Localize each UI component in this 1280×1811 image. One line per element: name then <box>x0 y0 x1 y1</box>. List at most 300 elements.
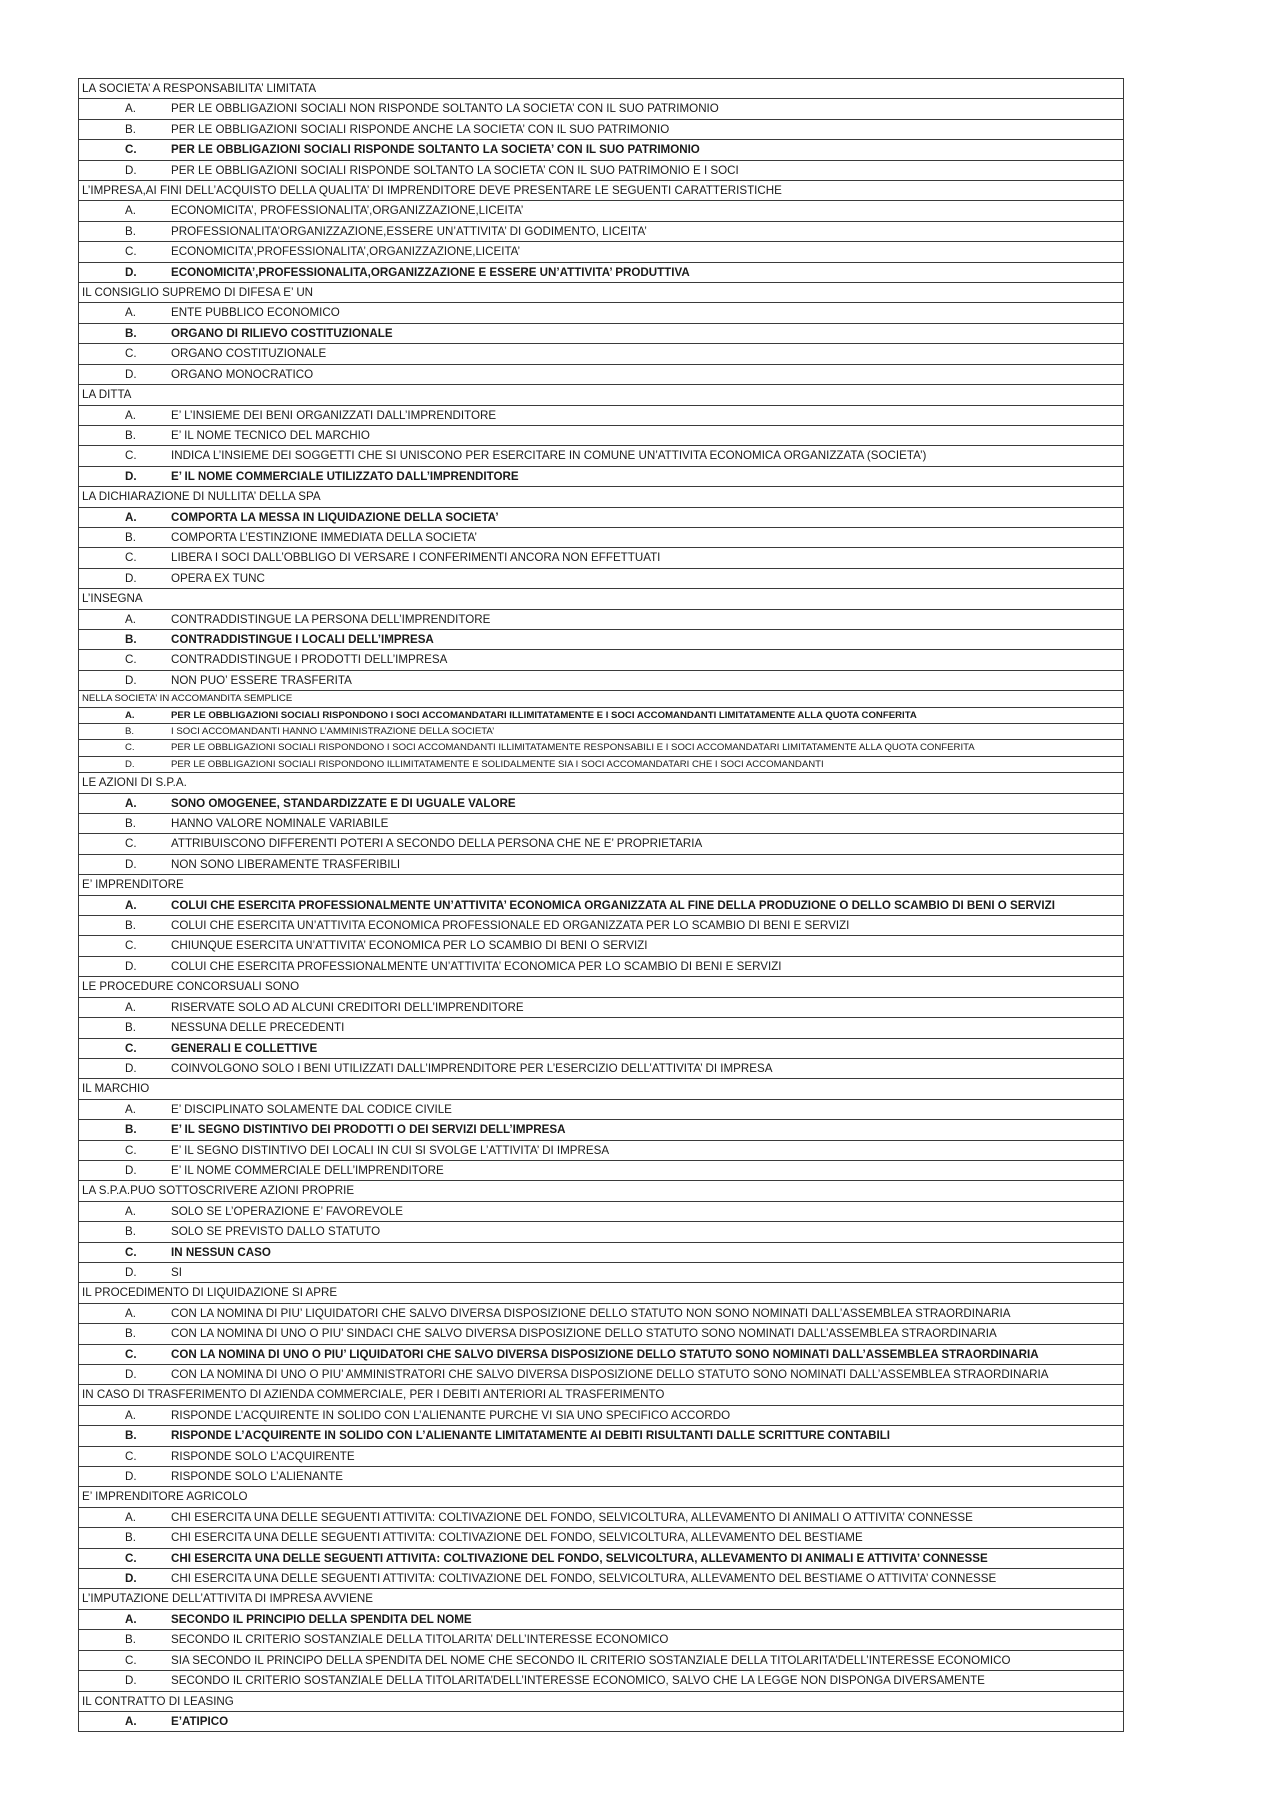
answer-option <box>79 610 1123 629</box>
answer-option <box>79 446 1123 465</box>
answer-option-cell <box>79 242 1124 262</box>
answer-option-cell <box>79 1099 1124 1119</box>
option-letter: D. <box>125 959 137 973</box>
option-letter: A. <box>125 1408 136 1422</box>
answer-option-row <box>79 140 1124 160</box>
answer-option-row <box>79 1365 1124 1385</box>
option-letter: D. <box>125 1265 137 1279</box>
answer-option-row <box>79 99 1124 119</box>
answer-option-row <box>79 527 1124 547</box>
question-cell <box>79 589 1124 609</box>
option-text: SECONDO IL CRITERIO SOSTANZIALE DELLA TITOLARITA’DELL’INTERESSE ECONOMICO, SALVO CHE LA LEGGE NON DISPONGA DIVERSAMENTE <box>171 1674 985 1688</box>
option-letter: C. <box>125 1653 137 1667</box>
answer-option-row <box>79 119 1124 139</box>
answer-option-cell <box>79 1569 1124 1589</box>
question-text: L’INSEGNA <box>82 592 143 606</box>
option-text: NON PUO’ ESSERE TRASFERITA <box>171 673 352 687</box>
answer-option-row <box>79 1344 1124 1364</box>
option-letter: B. <box>125 1531 136 1545</box>
answer-option <box>79 724 1123 739</box>
answer-option-row <box>79 629 1124 649</box>
option-text: OPERA EX TUNC <box>171 571 265 585</box>
option-letter: A. <box>125 612 136 626</box>
option-text: COLUI CHE ESERCITA PROFESSIONALMENTE UN’ATTIVITA’ ECONOMICA PER LO SCAMBIO DI BENI E SERVIZI <box>171 959 782 973</box>
answer-option <box>79 1324 1123 1343</box>
option-letter: B. <box>125 224 136 238</box>
answer-option-row <box>79 1507 1124 1527</box>
answer-option-cell <box>79 1548 1124 1568</box>
option-letter: A. <box>125 796 137 810</box>
answer-option-cell <box>79 895 1124 915</box>
option-letter: C. <box>125 837 137 851</box>
answer-option-row <box>79 1630 1124 1650</box>
answer-option-row <box>79 1222 1124 1242</box>
answer-option-cell <box>79 466 1124 486</box>
answer-option-row <box>79 466 1124 486</box>
option-text: E’ATIPICO <box>171 1714 229 1728</box>
answer-option-cell <box>79 1507 1124 1527</box>
question-cell <box>79 79 1124 99</box>
answer-option-cell <box>79 527 1124 547</box>
answer-option-row <box>79 344 1124 364</box>
answer-option-row <box>79 1303 1124 1323</box>
answer-option <box>79 650 1123 669</box>
answer-option-row <box>79 323 1124 343</box>
answer-option-correct <box>79 467 1123 486</box>
option-text: COMPORTA L’ESTINZIONE IMMEDIATA DELLA SOCIETA’ <box>171 530 478 544</box>
answer-option <box>79 1141 1123 1160</box>
answer-option-cell <box>79 344 1124 364</box>
answer-option-row <box>79 756 1124 772</box>
option-text: CHIUNQUE ESERCITA UN’ATTIVITA’ ECONOMICA PER LO SCAMBIO DI BENI O SERVIZI <box>171 939 648 953</box>
option-letter: B. <box>125 122 136 136</box>
question-text: LA DICHIARAZIONE DI NULLITA’ DELLA SPA <box>82 490 321 504</box>
question-row <box>79 977 1124 997</box>
question-row <box>79 1079 1124 1099</box>
option-text: INDICA L’INSIEME DEI SOGGETTI CHE SI UNISCONO PER ESERCITARE IN COMUNE UN’ATTIVITA ECONOMICA ORGANIZZATA (SOCIETA’) <box>171 449 927 463</box>
answer-option-cell <box>79 364 1124 384</box>
answer-option <box>79 569 1123 588</box>
answer-option-cell <box>79 997 1124 1017</box>
answer-option-cell <box>79 1528 1124 1548</box>
answer-option-row <box>79 425 1124 445</box>
answer-option-cell <box>79 650 1124 670</box>
option-text: HANNO VALORE NOMINALE VARIABILE <box>171 817 389 831</box>
question-text: LA DITTA <box>82 388 132 402</box>
answer-option-row <box>79 548 1124 568</box>
answer-option <box>79 1222 1123 1241</box>
question-text: IN CASO DI TRASFERIMENTO DI AZIENDA COMMERCIALE, PER I DEBITI ANTERIORI AL TRASFERIMENTO <box>82 1388 665 1402</box>
answer-option-row <box>79 1426 1124 1446</box>
answer-option <box>79 528 1123 547</box>
answer-option <box>79 1304 1123 1323</box>
option-letter: A. <box>125 306 136 320</box>
answer-option-row <box>79 650 1124 670</box>
option-text: PER LE OBBLIGAZIONI SOCIALI RISPONDONO I SOCI ACCOMANDATARI ILLIMITATAMENTE E I SOCI ACCOMANDANTI LIMITATAMENTE ALLA QUOTA CONFERITA <box>171 709 917 721</box>
option-text: COMPORTA LA MESSA IN LIQUIDAZIONE DELLA SOCIETA’ <box>171 510 499 524</box>
answer-option-correct <box>79 896 1123 915</box>
option-letter: A. <box>125 204 136 218</box>
answer-option-correct <box>79 708 1123 723</box>
answer-option-cell <box>79 140 1124 160</box>
question-row <box>79 1181 1124 1201</box>
answer-option <box>79 344 1123 363</box>
answer-option <box>79 222 1123 241</box>
answer-option-correct <box>79 1549 1123 1568</box>
option-letter: B. <box>125 1021 136 1035</box>
question-row <box>79 773 1124 793</box>
option-letter: B. <box>125 1123 137 1137</box>
option-text: ECONOMICITA’,PROFESSIONALITA,ORGANIZZAZIONE E ESSERE UN’ATTIVITA’ PRODUTTIVA <box>171 265 690 279</box>
answer-option <box>79 99 1123 118</box>
option-text: IN NESSUN CASO <box>171 1245 271 1259</box>
option-letter: A. <box>125 1204 136 1218</box>
answer-option-cell <box>79 1120 1124 1140</box>
answer-option <box>79 998 1123 1017</box>
question-cell <box>79 691 1124 707</box>
answer-option <box>79 406 1123 425</box>
option-text: LIBERA I SOCI DALL’OBBLIGO DI VERSARE I CONFERIMENTI ANCORA NON EFFETTUATI <box>171 551 661 565</box>
option-text: ORGANO DI RILIEVO COSTITUZIONALE <box>171 326 393 340</box>
option-letter: C. <box>125 143 137 157</box>
answer-option-cell <box>79 1038 1124 1058</box>
answer-option-cell <box>79 548 1124 568</box>
answer-option-cell <box>79 756 1124 772</box>
option-letter: C. <box>125 1245 137 1259</box>
option-letter: B. <box>125 919 136 933</box>
question-text: L’IMPUTAZIONE DELL’ATTIVITA DI IMPRESA AVVIENE <box>82 1592 373 1606</box>
question-row <box>79 79 1124 99</box>
answer-option-cell <box>79 834 1124 854</box>
answer-option-cell <box>79 1405 1124 1425</box>
question-cell <box>79 977 1124 997</box>
answer-option-cell <box>79 740 1124 756</box>
option-text: SIA SECONDO IL PRINCIPO DELLA SPENDITA DEL NOME CHE SECONDO IL CRITERIO SOSTANZIALE DELLA TITOLARITA’DELL’INTERESSE ECONOMICO <box>171 1653 1011 1667</box>
option-text: COLUI CHE ESERCITA UN’ATTIVITA ECONOMICA PROFESSIONALE ED ORGANIZZATA PER LO SCAMBIO DI BENI E SERVIZI <box>171 919 850 933</box>
answer-option-correct <box>79 324 1123 343</box>
answer-option <box>79 1508 1123 1527</box>
answer-option-row <box>79 1569 1124 1589</box>
answer-option <box>79 161 1123 180</box>
option-text: E’ IL NOME COMMERCIALE UTILIZZATO DALL’IMPRENDITORE <box>171 469 519 483</box>
answer-option <box>79 1630 1123 1649</box>
answer-option-cell <box>79 160 1124 180</box>
answer-option <box>79 740 1123 755</box>
answer-option-correct <box>79 140 1123 159</box>
answer-option-row <box>79 1467 1124 1487</box>
answer-option <box>79 426 1123 445</box>
answer-option-row <box>79 1160 1124 1180</box>
option-text: CONTRADDISTINGUE I PRODOTTI DELL’IMPRESA <box>171 653 448 667</box>
answer-option-row <box>79 303 1124 323</box>
option-text: CON LA NOMINA DI UNO O PIU’ SINDACI CHE SALVO DIVERSA DISPOSIZIONE DELLO STATUTO SONO NOMINATI DALL’ASSEMBLEA STRAORDINARIA <box>171 1327 997 1341</box>
answer-option-correct <box>79 1039 1123 1058</box>
option-text: E’ DISCIPLINATO SOLAMENTE DAL CODICE CIVILE <box>171 1102 452 1116</box>
answer-option-cell <box>79 1222 1124 1242</box>
option-text: PER LE OBBLIGAZIONI SOCIALI RISPONDONO ILLIMITATAMENTE E SOLIDALMENTE SIA I SOCI ACCOMANDATARI CHE I SOCI ACCOMANDANTI <box>171 758 824 770</box>
answer-option <box>79 242 1123 261</box>
answer-option <box>79 1569 1123 1588</box>
answer-option-correct <box>79 1610 1123 1629</box>
option-letter: D. <box>125 1572 137 1586</box>
option-text: SOLO SE L’OPERAZIONE E’ FAVOREVOLE <box>171 1204 403 1218</box>
question-row <box>79 1283 1124 1303</box>
option-letter: A. <box>125 1102 136 1116</box>
option-letter: A. <box>125 709 135 721</box>
answer-option-row <box>79 1038 1124 1058</box>
option-letter: B. <box>125 1633 136 1647</box>
option-text: PER LE OBBLIGAZIONI SOCIALI NON RISPONDE SOLTANTO LA SOCIETA’ CON IL SUO PATRIMONIO <box>171 102 719 116</box>
answer-option-row <box>79 1528 1124 1548</box>
option-letter: A. <box>125 1510 136 1524</box>
option-letter: A. <box>125 102 136 116</box>
option-text: GENERALI E COLLETTIVE <box>171 1041 318 1055</box>
option-text: RISPONDE SOLO L’ACQUIRENTE <box>171 1449 355 1463</box>
option-letter: B. <box>125 428 136 442</box>
answer-option-cell <box>79 670 1124 690</box>
answer-option-cell <box>79 446 1124 466</box>
answer-option <box>79 834 1123 853</box>
answer-option-cell <box>79 1242 1124 1262</box>
answer-option-correct <box>79 1712 1123 1731</box>
question-row <box>79 283 1124 303</box>
question-text: LE AZIONI DI S.P.A. <box>82 776 187 790</box>
option-text: SECONDO IL CRITERIO SOSTANZIALE DELLA TITOLARITA’ DELL’INTERESSE ECONOMICO <box>171 1633 669 1647</box>
answer-option <box>79 1018 1123 1037</box>
option-letter: A. <box>125 1306 136 1320</box>
question-cell <box>79 487 1124 507</box>
option-text: ORGANO COSTITUZIONALE <box>171 347 327 361</box>
option-letter: D. <box>125 1061 137 1075</box>
option-text: NON SONO LIBERAMENTE TRASFERIBILI <box>171 857 401 871</box>
answer-option-row <box>79 160 1124 180</box>
answer-option-row <box>79 1058 1124 1078</box>
option-text: RISPONDE L’ACQUIRENTE IN SOLIDO CON L’ALIENANTE LIMITATAMENTE AI DEBITI RISULTANTI DALLE SCRITTURE CONTABILI <box>171 1429 891 1443</box>
answer-option-cell <box>79 1058 1124 1078</box>
answer-option-row <box>79 707 1124 723</box>
option-text: ORGANO MONOCRATICO <box>171 367 314 381</box>
answer-option <box>79 1161 1123 1180</box>
answer-option-row <box>79 834 1124 854</box>
answer-option-cell <box>79 507 1124 527</box>
answer-option-cell <box>79 1201 1124 1221</box>
answer-option-correct <box>79 794 1123 813</box>
answer-option <box>79 1263 1123 1282</box>
answer-option-row <box>79 670 1124 690</box>
answer-option-cell <box>79 1467 1124 1487</box>
answer-option <box>79 1528 1123 1547</box>
answer-option-cell <box>79 1324 1124 1344</box>
option-text: ENTE PUBBLICO ECONOMICO <box>171 306 340 320</box>
question-row <box>79 1691 1124 1711</box>
option-letter: B. <box>125 632 137 646</box>
question-row <box>79 589 1124 609</box>
option-text: COINVOLGONO SOLO I BENI UTILIZZATI DALL’IMPRENDITORE PER L’ESERCIZIO DELL’ATTIVITA’ DI IMPRESA <box>171 1061 773 1075</box>
option-text: CHI ESERCITA UNA DELLE SEGUENTI ATTIVITA: COLTIVAZIONE DEL FONDO, SELVICOLTURA, ALLEVAMENTO DI ANIMALI E ATTIVITA’ CONNESSE <box>171 1551 988 1565</box>
answer-option-cell <box>79 854 1124 874</box>
answer-option-row <box>79 814 1124 834</box>
answer-option-row <box>79 1324 1124 1344</box>
question-cell <box>79 181 1124 201</box>
answer-option-cell <box>79 568 1124 588</box>
option-letter: B. <box>125 530 136 544</box>
answer-option-row <box>79 1650 1124 1670</box>
question-text: L’IMPRESA,AI FINI DELL’ACQUISTO DELLA QUALITA’ DI IMPRENDITORE DEVE PRESENTARE LE SEGUENTI CARATTERISTICHE <box>82 184 782 198</box>
answer-option-row <box>79 895 1124 915</box>
answer-option <box>79 1671 1123 1690</box>
question-cell <box>79 1283 1124 1303</box>
answer-option-cell <box>79 1630 1124 1650</box>
option-text: RISPONDE L’ACQUIRENTE IN SOLIDO CON L’ALIENANTE PURCHE VI SIA UNO SPECIFICO ACCORDO <box>171 1408 731 1422</box>
answer-option-row <box>79 916 1124 936</box>
answer-option-row <box>79 1099 1124 1119</box>
answer-option <box>79 1651 1123 1670</box>
answer-option-correct <box>79 1243 1123 1262</box>
option-letter: C. <box>125 245 137 259</box>
answer-option-row <box>79 793 1124 813</box>
answer-option <box>79 814 1123 833</box>
answer-option-row <box>79 1609 1124 1629</box>
option-text: PER LE OBBLIGAZIONI SOCIALI RISPONDE SOLTANTO LA SOCIETA’ CON IL SUO PATRIMONIO <box>171 143 700 157</box>
option-text: PER LE OBBLIGAZIONI SOCIALI RISPONDONO I SOCI ACCOMANDANTI ILLIMITATAMENTE RESPONSABILI E I SOCI ACCOMANDATARI LIMITATAMENTE ALLA QUOTA CONFERITA <box>171 742 975 754</box>
answer-option <box>79 916 1123 935</box>
option-text: SI <box>171 1265 182 1279</box>
option-letter: C. <box>125 1551 137 1565</box>
option-text: E’ L’INSIEME DEI BENI ORGANIZZATI DALL’IMPRENDITORE <box>171 408 497 422</box>
answer-option-cell <box>79 793 1124 813</box>
answer-option-correct <box>79 1120 1123 1139</box>
question-text: IL CONSIGLIO SUPREMO DI DIFESA E’ UN <box>82 286 314 300</box>
answer-option-cell <box>79 1303 1124 1323</box>
answer-option-correct <box>79 630 1123 649</box>
option-letter: D. <box>125 857 137 871</box>
question-cell <box>79 385 1124 405</box>
answer-option <box>79 957 1123 976</box>
answer-option-row <box>79 740 1124 756</box>
option-letter: B. <box>125 326 137 340</box>
answer-option-cell <box>79 1344 1124 1364</box>
option-letter: C. <box>125 1041 137 1055</box>
answer-option-cell <box>79 1160 1124 1180</box>
option-letter: C. <box>125 1347 137 1361</box>
question-cell <box>79 1487 1124 1507</box>
question-row <box>79 181 1124 201</box>
answer-option-cell <box>79 221 1124 241</box>
answer-option-row <box>79 262 1124 282</box>
answer-option-row <box>79 1671 1124 1691</box>
option-text: E’ IL SEGNO DISTINTIVO DEI LOCALI IN CUI SI SVOLGE L’ATTIVITA’ DI IMPRESA <box>171 1143 610 1157</box>
option-text: CONTRADDISTINGUE LA PERSONA DELL’IMPRENDITORE <box>171 612 491 626</box>
question-text: E’ IMPRENDITORE <box>82 878 184 892</box>
answer-option <box>79 548 1123 567</box>
option-letter: B. <box>125 1429 137 1443</box>
answer-option-row <box>79 936 1124 956</box>
answer-option-row <box>79 609 1124 629</box>
quiz-table-body <box>79 79 1124 1732</box>
option-letter: D. <box>125 571 137 585</box>
question-cell <box>79 1691 1124 1711</box>
option-letter: D. <box>125 673 137 687</box>
answer-option-cell <box>79 1650 1124 1670</box>
question-row <box>79 875 1124 895</box>
option-text: CON LA NOMINA DI UNO O PIU’ AMMINISTRATORI CHE SALVO DIVERSA DISPOSIZIONE DELLO STATUTO SONO NOMINATI DALL’ASSEMBLEA STRAORDINARIA <box>171 1368 1049 1381</box>
question-text: IL MARCHIO <box>82 1082 150 1096</box>
question-text: LA S.P.A.PUO SOTTOSCRIVERE AZIONI PROPRIE <box>82 1184 355 1198</box>
option-letter: A. <box>125 898 137 912</box>
answer-option-cell <box>79 629 1124 649</box>
option-letter: D. <box>125 1163 137 1177</box>
question-text: IL PROCEDIMENTO DI LIQUIDAZIONE SI APRE <box>82 1286 338 1300</box>
option-letter: A. <box>125 1000 136 1014</box>
answer-option-cell <box>79 119 1124 139</box>
option-letter: C. <box>125 449 137 463</box>
question-cell <box>79 1079 1124 1099</box>
answer-option-cell <box>79 1018 1124 1038</box>
question-row <box>79 385 1124 405</box>
option-letter: D. <box>125 1368 137 1381</box>
option-text: E’ IL SEGNO DISTINTIVO DEI PRODOTTI O DEI SERVIZI DELL’IMPRESA <box>171 1123 566 1137</box>
option-letter: D. <box>125 469 137 483</box>
option-text: ATTRIBUISCONO DIFFERENTI POTERI A SECONDO DELLA PERSONA CHE NE E’ PROPRIETARIA <box>171 837 703 851</box>
answer-option-row <box>79 568 1124 588</box>
answer-option-correct <box>79 508 1123 527</box>
option-letter: C. <box>125 551 137 565</box>
option-text: ECONOMICITA’, PROFESSIONALITA’,ORGANIZZAZIONE,LICEITA’ <box>171 204 524 218</box>
answer-option-cell <box>79 262 1124 282</box>
answer-option <box>79 365 1123 384</box>
answer-option-cell <box>79 916 1124 936</box>
option-text: NESSUNA DELLE PRECEDENTI <box>171 1021 345 1035</box>
option-letter: C. <box>125 939 137 953</box>
answer-option-cell <box>79 956 1124 976</box>
answer-option <box>79 1406 1123 1425</box>
answer-option <box>79 1467 1123 1486</box>
answer-option-row <box>79 446 1124 466</box>
answer-option-row <box>79 997 1124 1017</box>
answer-option-row <box>79 1548 1124 1568</box>
option-letter: C. <box>125 1143 137 1157</box>
option-text: ECONOMICITA’,PROFESSIONALITA’,ORGANIZZAZIONE,LICEITA’ <box>171 245 521 259</box>
answer-option-cell <box>79 724 1124 740</box>
option-letter: D. <box>125 163 137 177</box>
answer-option-cell <box>79 99 1124 119</box>
option-text: CON LA NOMINA DI UNO O PIU’ LIQUIDATORI CHE SALVO DIVERSA DISPOSIZIONE DELLO STATUTO SONO NOMINATI DALL’ASSEMBLEA STRAORDINARIA <box>171 1347 1039 1361</box>
question-row <box>79 1589 1124 1609</box>
answer-option-cell <box>79 425 1124 445</box>
answer-option-row <box>79 405 1124 425</box>
answer-option-row <box>79 507 1124 527</box>
option-letter: A. <box>125 1714 137 1728</box>
option-letter: B. <box>125 726 135 737</box>
question-cell <box>79 283 1124 303</box>
option-text: SONO OMOGENEE, STANDARDIZZATE E DI UGUALE VALORE <box>171 796 516 810</box>
question-row <box>79 487 1124 507</box>
answer-option-row <box>79 221 1124 241</box>
quiz-table <box>78 78 1124 1732</box>
answer-option-cell <box>79 1426 1124 1446</box>
option-text: CON LA NOMINA DI PIU’ LIQUIDATORI CHE SALVO DIVERSA DISPOSIZIONE DELLO STATUTO NON SONO NOMINATI DALL’ASSEMBLEA STRAORDINARIA <box>171 1306 1011 1320</box>
question-row <box>79 1487 1124 1507</box>
answer-option-cell <box>79 323 1124 343</box>
answer-option-cell <box>79 1609 1124 1629</box>
answer-option-cell <box>79 201 1124 221</box>
answer-option <box>79 120 1123 139</box>
option-letter: A. <box>125 510 137 524</box>
answer-option-cell <box>79 936 1124 956</box>
question-cell <box>79 1589 1124 1609</box>
question-text: LE PROCEDURE CONCORSUALI SONO <box>82 980 300 994</box>
option-text: PROFESSIONALITA’ORGANIZZAZIONE,ESSERE UN’ATTIVITA’ DI GODIMENTO, LICEITA’ <box>171 224 647 238</box>
